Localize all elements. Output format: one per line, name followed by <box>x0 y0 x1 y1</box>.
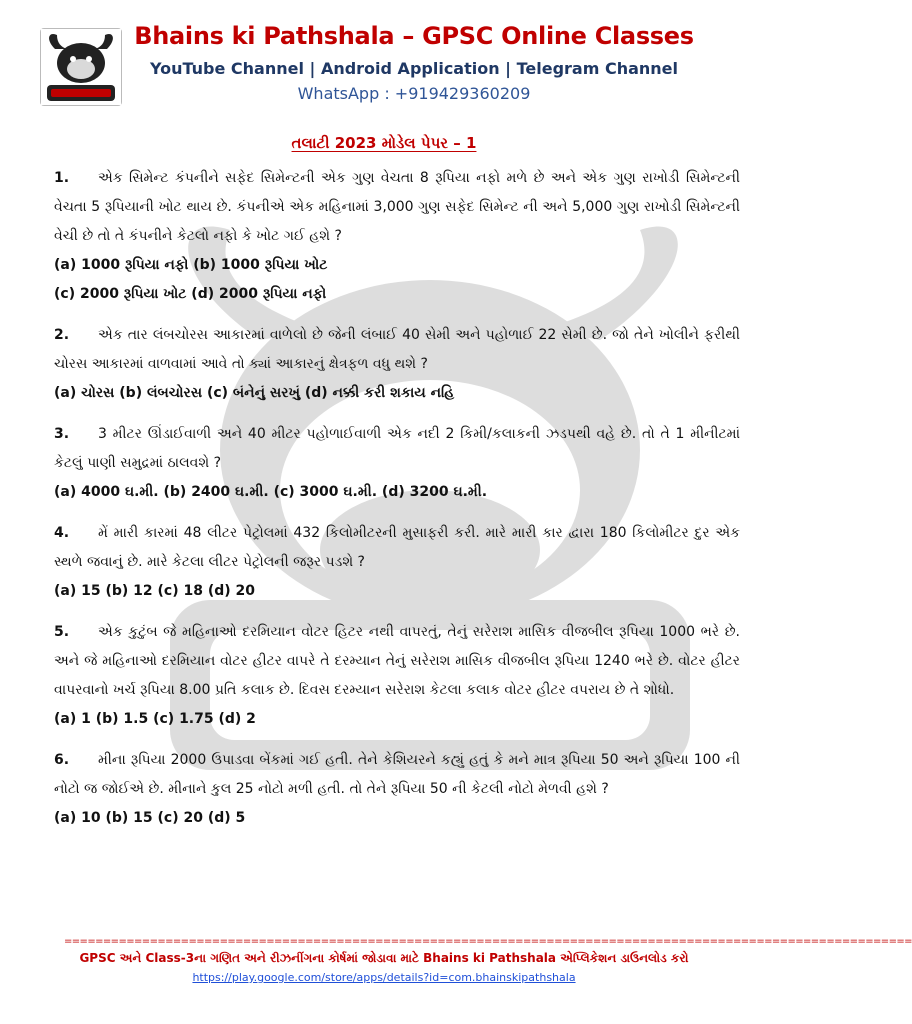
option-line: (a) 1 (b) 1.5 (c) 1.75 (d) 2 <box>54 711 256 727</box>
option-line: (a) 1000 રૂપિયા નફો (b) 1000 રૂપિયા ખોટ <box>54 257 328 273</box>
question-options <box>54 251 740 309</box>
question-text <box>54 420 740 478</box>
question-options <box>54 804 740 833</box>
question-item <box>54 420 740 507</box>
question-body: મીના રૂપિયા 2000 ઉપાડવા બેંકમાં ગઈ હતી. તેને કેશિયરને કહ્યું હતું કે મને માત્ર રૂપિયા 50 અને રૂપિયા 100 ની નોટો જ જોઈએ છે. મીનાને કુલ 25 નોટો મળી હતી. તો તેને રૂપિયા 50 ની કેટલી નોટો મેળવી હશે ? <box>54 752 740 797</box>
question-text <box>54 618 740 705</box>
question-number: 2. <box>54 327 70 343</box>
question-item <box>54 519 740 606</box>
buffalo-logo-icon <box>40 28 122 106</box>
option-line: (a) 4000 ઘ.મી. (b) 2400 ઘ.મી. (c) 3000 ઘ.મી. (d) 3200 ઘ.મી. <box>54 484 488 500</box>
option-line: (c) 2000 રૂપિયા ખોટ (d) 2000 રૂપિયા નફો <box>54 286 327 302</box>
question-number: 1. <box>54 170 70 186</box>
question-number: 5. <box>54 624 70 640</box>
page-footer <box>0 936 912 985</box>
footer-divider: ============================================================================================================= <box>64 936 912 947</box>
question-number: 3. <box>54 426 70 442</box>
footer-promo-text: GPSC અને Class-3ના ગણિત અને રીઝનીંગના કોર્ષમાં જોડાવા માટે Bhains ki Pathshala એપ્લિકેશન ડાઉનલોડ કરો <box>79 951 689 965</box>
paper-title <box>0 134 768 152</box>
question-body: એક સિમેન્ટ કંપનીને સફેદ સિમેન્ટની એક ગુણ વેચતા 8 રૂપિયા નફો મળે છે અને એક ગુણ રાખોડી સિમેન્ટની વેચતા 5 રૂપિયાની ખોટ થાય છે. કંપનીએ એક મહિનામાં 3,000 ગુણ સફેદ સિમેન્ટ ની અને 5,000 ગુણ રાખોડી સિમેન્ટની વેચી છે તો તે કંપનીને કેટલો નફો કે ખોટ ગઈ હશે ? <box>54 170 740 244</box>
question-text <box>54 746 740 804</box>
option-line: (a) 10 (b) 15 (c) 20 (d) 5 <box>54 810 246 826</box>
play-store-link[interactable]: https://play.google.com/store/apps/details?id=com.bhainskipathshala <box>192 971 576 984</box>
question-item <box>54 164 740 309</box>
question-options <box>54 577 740 606</box>
question-body: 3 મીટર ઊંડાઈવાળી અને 40 મીટર પહોળાઈવાળી એક નદી 2 કિમી/કલાકની ઝડપથી વહે છે. તો તે 1 મીનીટમાં કેટલું પાણી સમુદ્રમાં ઠાલવશે ? <box>54 426 740 471</box>
whatsapp-number: WhatsApp : +919429360209 <box>297 84 531 103</box>
question-list <box>54 164 740 845</box>
question-text <box>54 164 740 251</box>
question-text <box>54 321 740 379</box>
question-body: એક તાર લંબચોરસ આકારમાં વાળેલો છે જેની લંબાઈ 40 સેમી અને પહોળાઈ 22 સેમી છે. જો તેને ખોલીને ફરીથી ચોરસ આકારમાં વાળવામાં આવે તો ક્યાં આકારનું ક્ષેત્રફળ વધુ થશે ? <box>54 327 740 372</box>
question-text <box>54 519 740 577</box>
question-item <box>54 746 740 833</box>
question-number: 6. <box>54 752 70 768</box>
brand-title: Bhains ki Pathshala – GPSC Online Classes <box>134 22 694 50</box>
option-line: (a) 15 (b) 12 (c) 18 (d) 20 <box>54 583 256 599</box>
question-number: 4. <box>54 525 70 541</box>
question-options <box>54 478 740 507</box>
question-item <box>54 321 740 408</box>
question-item <box>54 618 740 734</box>
question-body: મેં મારી કારમાં 48 લીટર પેટ્રોલમાં 432 કિલોમીટરની મુસાફરી કરી. મારે મારી કાર દ્વારા 180 કિલોમીટર દુર એક સ્થળે જવાનું છે. મારે કેટલા લીટર પેટ્રોલની જરૂર પડશે ? <box>54 525 740 570</box>
channel-list: YouTube Channel | Android Application | Telegram Channel <box>149 59 678 78</box>
paper-title-text: તલાટી 2023 મોડેલ પેપર – 1 <box>291 134 477 152</box>
question-options <box>54 705 740 734</box>
option-line: (a) ચોરસ (b) લંબચોરસ (c) બંનેનું સરખું (d) નક્કી કરી શકાય નહિ <box>54 385 455 401</box>
page-header <box>0 0 768 120</box>
question-body: એક કુટુંબ જે મહિનાઓ દરમિયાન વોટર હિટર નથી વાપરતું, તેનું સરેરાશ માસિક વીજબીલ રૂપિયા 1000 ભરે છે. અને જે મહિનાઓ દરમિયાન વોટર હીટર વાપરે તે દરમ્યાન તેનું સરેરાશ માસિક વીજબીલ રૂપિયા 1240 ભરે છે. વોટર હીટર વાપરવાનો ખર્ચ રૂપિયા 8.00 પ્રતિ કલાક છે. દિવસ દરમ્યાન સરેરાશ કેટલા કલાક વોટર હીટર વપરાય છે તે શોધો. <box>54 624 740 698</box>
question-options <box>54 379 740 408</box>
